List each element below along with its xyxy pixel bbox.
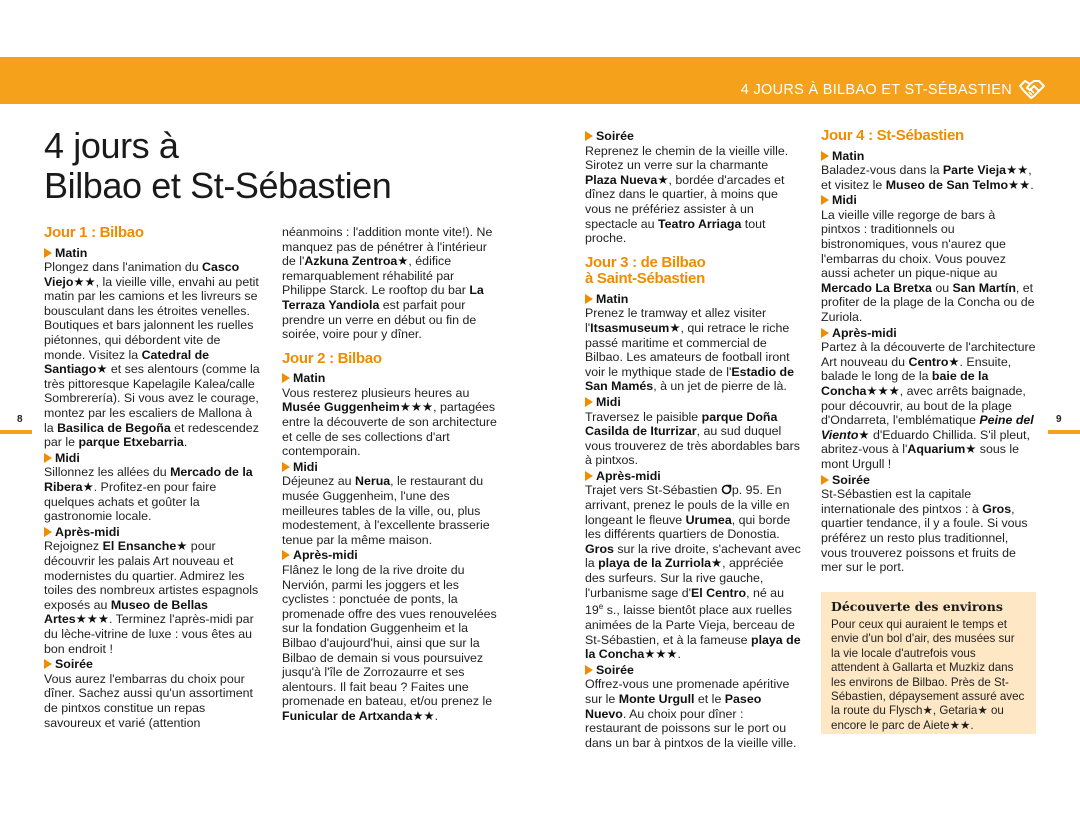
day-2-soiree-text: Reprenez le chemin de la vieille ville. Sirotez un verre sur la charmante Plaza Nueva★, bordée d'arcades et dînez dans le quartier, à moins que vous ne préfériez assister à un spectacle au Teatro Arriaga tout proche. [585,143,789,246]
triangle-bullet-icon [44,248,52,258]
day-1-soiree-text: Vous aurez l'embarras du choix pour dîner. Sachez aussi qu'un assortiment de pintxos constitue un repas savoureux et varié (attention [44,671,253,730]
day-1-apres-midi-heading: Après-midi [44,525,260,540]
day-3-apres-midi-heading: Après-midi [585,469,801,484]
triangle-bullet-icon [821,151,829,161]
day-1-heading: Jour 1 : Bilbao [44,224,144,241]
page-title-line-2: Bilbao et St-Sébastien [44,165,392,206]
environs-box-title: Découverte des environs [831,599,1003,614]
triangle-bullet-icon [44,453,52,463]
day-1-soiree-text-continued: néanmoins : l'addition monte vite!). Ne manquez pas de pénétrer à l'intérieur de l'Azkuna Zentroa★, édifice remarquablement réhabilité par Philippe Starck. Le rooftop du bar La Terraza Yandiola est parfait pour prendre un verre en début ou fin de soirée, voire pour y dîner. [282,225,493,342]
triangle-bullet-icon [585,397,593,407]
page-marker-left [0,430,32,434]
day-3-soiree-text: Offrez-vous une promenade apéritive sur le Monte Urgull et le Paseo Nuevo. Au choix pour dîner : restaurant de poissons sur le port ou dans un bar à pintxos de la vieille ville. [585,677,797,750]
section-title: 4 JOURS À BILBAO ET ST-SÉBASTIEN [740,82,1012,98]
day-1-soiree-heading: Soirée [44,657,260,672]
day-4-midi-heading: Midi [821,193,1037,208]
page-title-line-1: 4 jours à [44,125,179,166]
day-2-matin-heading: Matin [282,371,500,386]
triangle-bullet-icon [44,527,52,537]
triangle-bullet-icon [821,328,829,338]
day-2-apres-midi-text: Flânez le long de la rive droite du Nervión, parmi les joggers et les cyclistes : ponctuée de ponts, la promenade offre des vues renouvelées sur la fondation Guggenheim et la Bilbao d'aujourd'hui, ainsi que sur la Bilbao de demain si vous poursuivez jusqu'à l'île de Zorrozaurre et ses alentours. Il fait beau ? Faites une promenade en bateau, et/ou prenez le Funicular de Artxanda★★. [282,562,497,723]
triangle-bullet-icon [821,195,829,205]
day-3-midi-text: Traversez le paisible parque Doña Casilda de Iturrizar, au sud duquel vous trouverez de très abordables bars à pintxos. [585,409,800,468]
day-4-matin-text: Baladez-vous dans la Parte Vieja★★, et visitez le Museo de San Telmo★★. [821,163,1034,192]
day-2-heading: Jour 2 : Bilbao [282,349,382,367]
header-banner [0,57,1080,104]
day-2-matin-text: Vous resterez plusieurs heures au Musée Guggenheim★★★, partagées entre la découverte de son architecture et celle de ses collections d'art contemporain. [282,385,497,459]
page-marker-right [1048,430,1080,434]
day-3-matin-text: Prenez le tramway et allez visiter l'Itsasmuseum★, qui retrace le riche passé maritime et commercial de Bilbao. Les amateurs de football iront voir le mythique stade de l'Estadio de San Mamés, à un jet de pierre de là. [585,306,794,394]
day-1-midi-heading: Midi [44,451,260,466]
column-4 [821,128,1037,575]
triangle-bullet-icon [282,550,290,560]
page-title [44,126,391,206]
map-reference-icon [721,484,732,495]
environs-box-text: Pour ceux qui auraient le temps et envie d'un bol d'air, des musées sur la vie locale d'autrefois vous attendent à Gallarta et Muzkiz dans les environs de Bilbao. Près de St-Sébastien, dépaysement assuré avec la route du Flysch★, Getaria★ ou encore le parc de Aiete★★. [831,618,1025,732]
day-3-midi-heading: Midi [585,395,801,410]
day-4-heading: Jour 4 : St-Sébastien [821,127,964,144]
day-4-matin-heading: Matin [821,149,1037,164]
day-1-matin-text: Plongez dans l'animation du Casco Viejo★★, la vieille ville, envahi au petit matin par les camions et les livreurs se bousculant dans les étroites venelles. Boutiques et bars jalonnent les ruelles piétonnes, qui débordent vite de monde. Visitez la Catedral de Santiago★ et ses alentours (comme la très pittoresque Kapelagile Kalea/calle Sombrerería). Si vous avez le courage, montez par les escaliers de Mallona à la Basilica de Begoña et redescendez par le parque Etxebarria. [44,260,260,450]
day-2-apres-midi-heading: Après-midi [282,548,500,563]
day-4-soiree-heading: Soirée [821,473,1037,488]
column-2 [282,225,500,724]
triangle-bullet-icon [585,131,593,141]
day-3-matin-heading: Matin [585,292,801,307]
triangle-bullet-icon [282,462,290,472]
day-2-soiree-heading: Soirée [585,129,801,144]
day-4-soiree-text: St-Sébastien est la capitale internationale des pintxos : à Gros, quartier tendance, il y a foule. Si vous préférez un resto plus traditionnel, vous trouverez poissons et fruits de mer sur le port. [821,487,1028,575]
page-number-right: 9 [1056,414,1062,425]
triangle-bullet-icon [44,659,52,669]
day-1-apres-midi-text: Rejoignez El Ensanche★ pour découvrir les palais Art nouveau et modernistes du quartier. Admirez les toiles des nombreux artistes espagnols exposés au Museo de Bellas Artes★★★. Terminez l'après-midi par du lèche-vitrine de luxe : vous êtes au bon endroit ! [44,539,259,656]
triangle-bullet-icon [821,475,829,485]
day-4-apres-midi-heading: Après-midi [821,326,1037,341]
day-3-heading: Jour 3 : de Bilbao à Saint-Sébastien [585,253,706,288]
day-3-soiree-heading: Soirée [585,663,801,678]
day-2-midi-text: Déjeunez au Nerua, le restaurant du musée Guggenheim, l'une des meilleures tables de la ville, ou, plus modestement, à l'excellente brasserie tenue par la même maison. [282,474,490,547]
environs-box [821,592,1036,734]
triangle-bullet-icon [585,665,593,675]
triangle-bullet-icon [585,471,593,481]
triangle-bullet-icon [282,373,290,383]
day-1-midi-text: Sillonnez les allées du Mercado de la Ribera★. Profitez-en pour faire quelques achats et goûter la gastronomie locale. [44,465,253,524]
handshake-icon [1018,77,1046,101]
day-2-midi-heading: Midi [282,460,500,475]
day-1-matin-heading: Matin [44,246,260,261]
triangle-bullet-icon [585,294,593,304]
day-4-midi-text: La vieille ville regorge de bars à pintxos : traditionnels ou bistronomiques, vous n'aurez que l'embarras du choix. Vous pouvez aussi acheter un pique-nique au Mercado La Bretxa ou San Martín, et profiter de la plage de la Concha ou de Zuriola. [821,207,1035,325]
column-3 [585,128,801,750]
day-4-apres-midi-text: Partez à la découverte de l'architecture Art nouveau du Centro★. Ensuite, balade le long de la baie de la Concha★★★, avec arrêts baignade, pour découvrir, au bout de la plage d'Ondarreta, l'emblématique Peine del Viento★ d'Eduardo Chillida. S'il pleut, abritez-vous à l'Aquarium★ sous le mont Urgull ! [821,340,1036,471]
day-3-apres-midi-text: Trajet vers St-Sébastien p. 95. En arrivant, prenez le pouls de la ville en longeant le fleuve Urumea, qui borde les différents quartiers de Donostia. Gros sur la rive droite, s'achevant avec la playa de la Zurriola★, appréciée des surfeurs. Sur la rive gauche, l'urbanisme sage d'El Centro, né au 19e s., laisse bientôt place aux ruelles animées de la Parte Vieja, berceau de St-Sébastien, et à la fameuse playa de la Concha★★★. [585,483,801,662]
column-1 [44,225,260,730]
page-number-left: 8 [17,414,23,425]
